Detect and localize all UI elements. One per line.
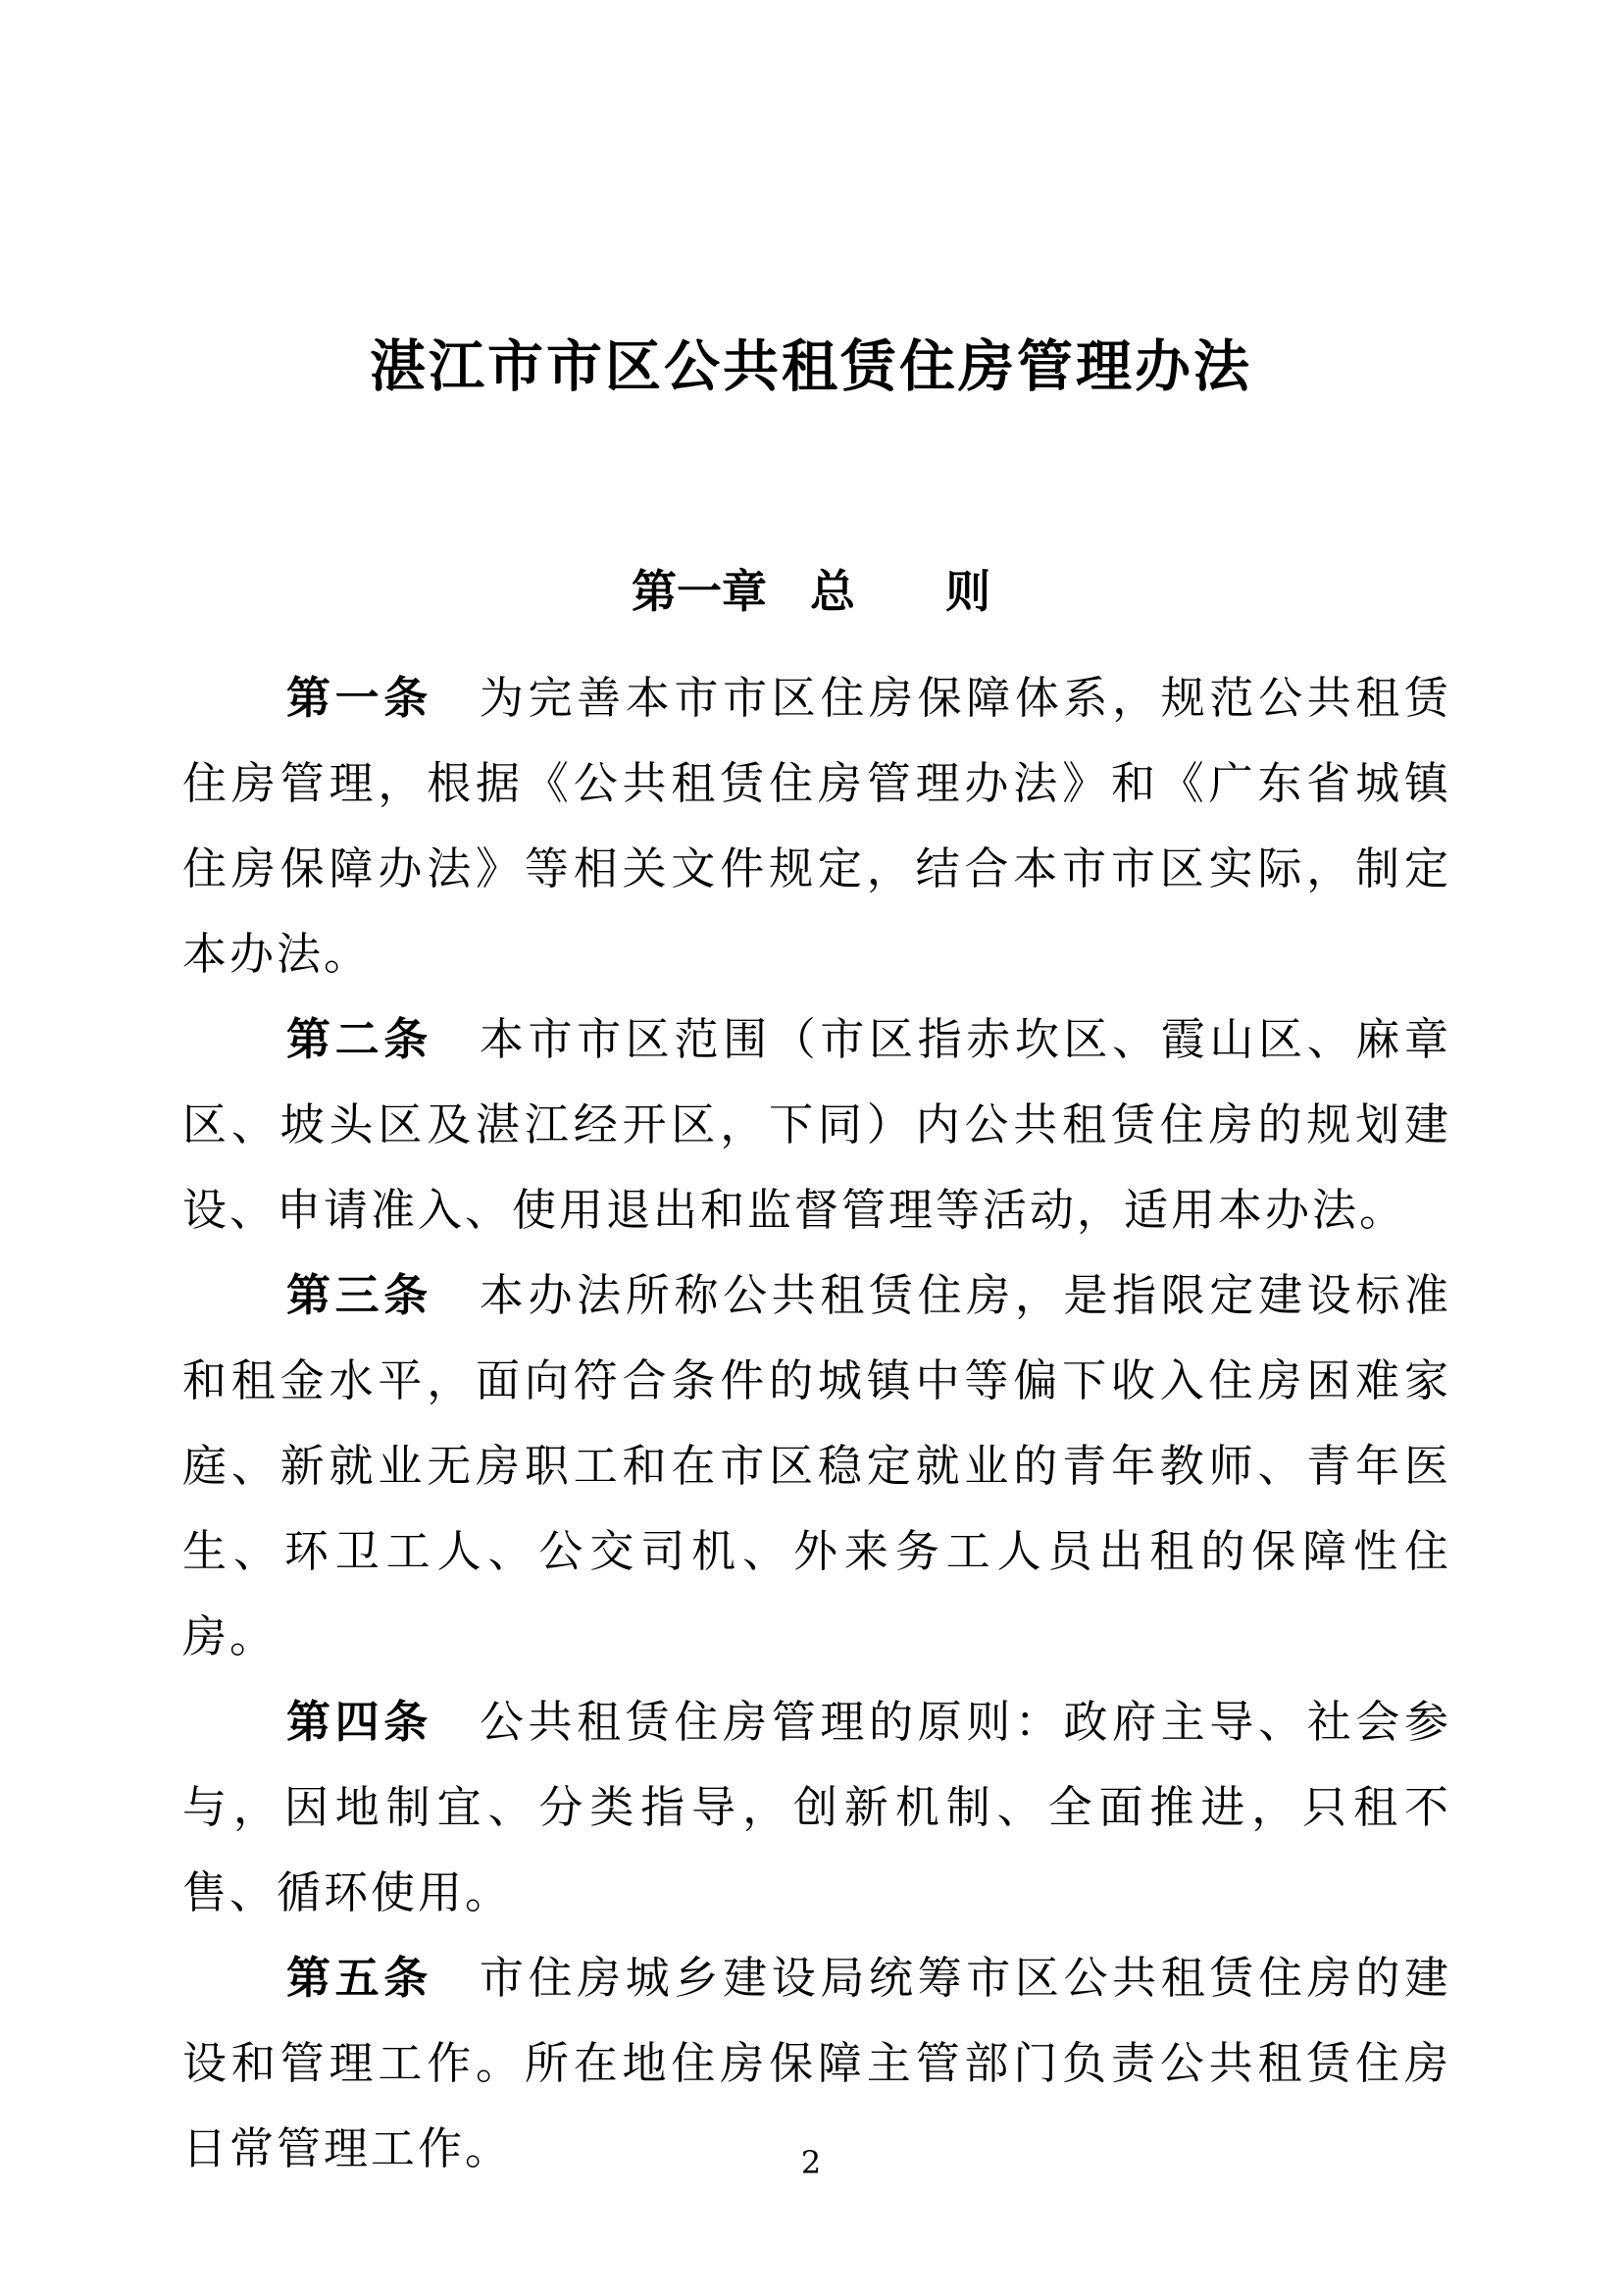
page-number: 2	[800, 2144, 822, 2181]
article-2-label: 第二条	[286, 1013, 432, 1065]
article-1-text: 为完善本市市区住房保障体系，规范公共租赁住房管理，根据《公共租赁住房管理办法》和《广东省城镇住房保障办法》等相关文件规定，结合本市市区实际，制定本办法。	[182, 672, 1451, 980]
chapter-heading	[0, 394, 1622, 618]
article-1-label: 第一条	[286, 672, 432, 724]
document-body	[0, 614, 1622, 2191]
article-1	[182, 655, 1451, 996]
article-4-text: 公共租赁住房管理的原则：政府主导、社会参与，因地制宜、分类指导，创新机制、全面推进，只租不售、循环使用。	[182, 1696, 1451, 1918]
document-title: 湛江市市区公共租赁住房管理办法	[370, 333, 1252, 399]
chapter-number: 第一章	[632, 565, 767, 618]
article-4	[182, 1679, 1451, 1935]
chapter-title: 总 则	[810, 565, 990, 618]
article-4-label: 第四条	[286, 1696, 432, 1748]
article-3	[182, 1252, 1451, 1679]
article-5-label: 第五条	[286, 1952, 432, 2004]
article-5-text: 市住房城乡建设局统筹市区公共租赁住房的建设和管理工作。所在地住房保障主管部门负责公共租赁住房日常管理工作。	[182, 1952, 1451, 2174]
article-2-text: 本市市区范围（市区指赤坎区、霞山区、麻章区、坡头区及湛江经开区，下同）内公共租赁住房的规划建设、申请准入、使用退出和监督管理等活动，适用本办法。	[182, 1013, 1451, 1236]
article-2	[182, 996, 1451, 1252]
article-3-text: 本办法所称公共租赁住房，是指限定建设标准和租金水平，面向符合条件的城镇中等偏下收入住房困难家庭、新就业无房职工和在市区稳定就业的青年教师、青年医生、环卫工人、公交司机、外来务工人员出租的保障性住房。	[182, 1269, 1451, 1662]
article-3-label: 第三条	[286, 1269, 432, 1321]
